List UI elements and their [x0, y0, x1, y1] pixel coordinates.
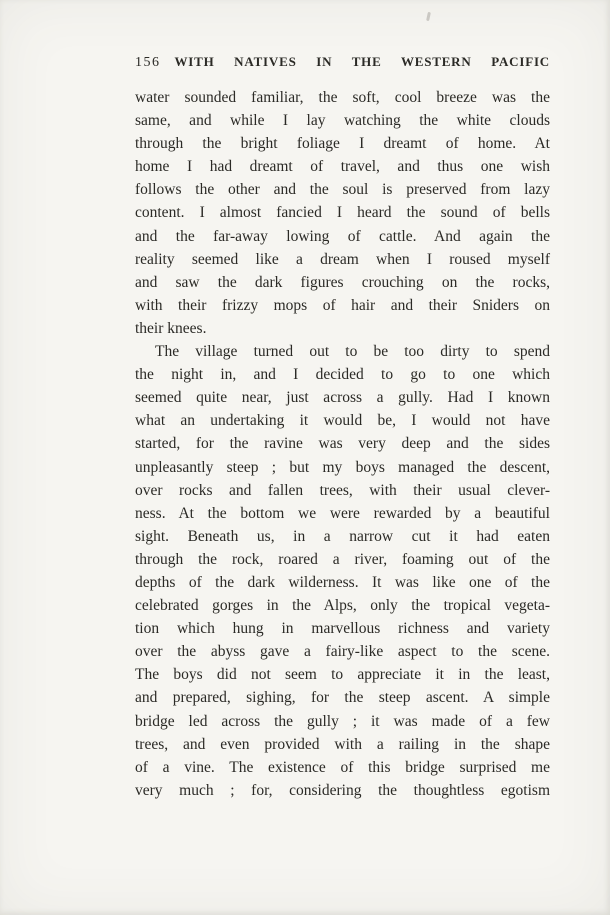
text-line: trees, and even provided with a railing in the shape: [135, 735, 550, 753]
text-line: tion which hung in marvellous richness and variety: [135, 620, 550, 638]
text-line: and saw the dark figures crouching on the rocks,: [135, 273, 550, 291]
text-line: their knees.: [135, 319, 207, 337]
text-line: with their frizzy mops of hair and their Sniders on: [135, 296, 550, 314]
text-line: what an undertaking it would be, I would not have: [135, 412, 550, 430]
text-line: ness. At the bottom we were rewarded by a beautiful: [135, 504, 550, 522]
text-line: follows the other and the soul is preserved from lazy: [135, 181, 550, 199]
text-line: over the abyss gave a fairy-like aspect to the scene.: [135, 643, 550, 661]
text-line: content. I almost fancied I heard the sound of bells: [135, 204, 550, 222]
text-line: celebrated gorges in the Alps, only the tropical vegeta-: [135, 597, 550, 615]
text-line: reality seemed like a dream when I roused myself: [135, 250, 550, 268]
text-line: same, and while I lay watching the white clouds: [135, 112, 550, 130]
text-line: over rocks and fallen trees, with their usual clever-: [135, 481, 550, 499]
text-line: and prepared, sighing, for the steep ascent. A simple: [135, 689, 550, 707]
text-line: depths of the dark wilderness. It was like one of the: [135, 573, 550, 591]
text-line: unpleasantly steep ; but my boys managed the descent,: [135, 458, 550, 476]
text-line: through the bright foliage I dreamt of home. At: [135, 135, 550, 153]
page-number: 156: [135, 55, 161, 70]
text-line: sight. Beneath us, in a narrow cut it had eaten: [135, 527, 550, 545]
page-body: [135, 86, 550, 802]
text-line: water sounded familiar, the soft, cool breeze was the: [135, 89, 550, 106]
text-line: seemed quite near, just across a gully. Had I known: [135, 389, 550, 407]
text-line: home I had dreamt of travel, and thus one wish: [135, 158, 550, 176]
text-line: and the far-away lowing of cattle. And again the: [135, 227, 550, 245]
text-line: The boys did not seem to appreciate it in the least,: [135, 666, 550, 684]
running-title: WITH NATIVES IN THE WESTERN PACIFIC: [174, 54, 550, 69]
text-line: through the rock, roared a river, foaming out of the: [135, 550, 550, 568]
scan-artifact: [426, 12, 431, 21]
text-line: started, for the ravine was very deep and the sides: [135, 435, 550, 453]
text-line: The village turned out to be too dirty to spend: [155, 343, 550, 361]
text-line: very much ; for, considering the thoughtless egotism: [135, 781, 550, 799]
text-line: the night in, and I decided to go to one which: [135, 366, 550, 384]
text-line: bridge led across the gully ; it was made of a few: [135, 712, 550, 730]
text-line: of a vine. The existence of this bridge surprised me: [135, 758, 550, 776]
page-header: [135, 54, 550, 71]
